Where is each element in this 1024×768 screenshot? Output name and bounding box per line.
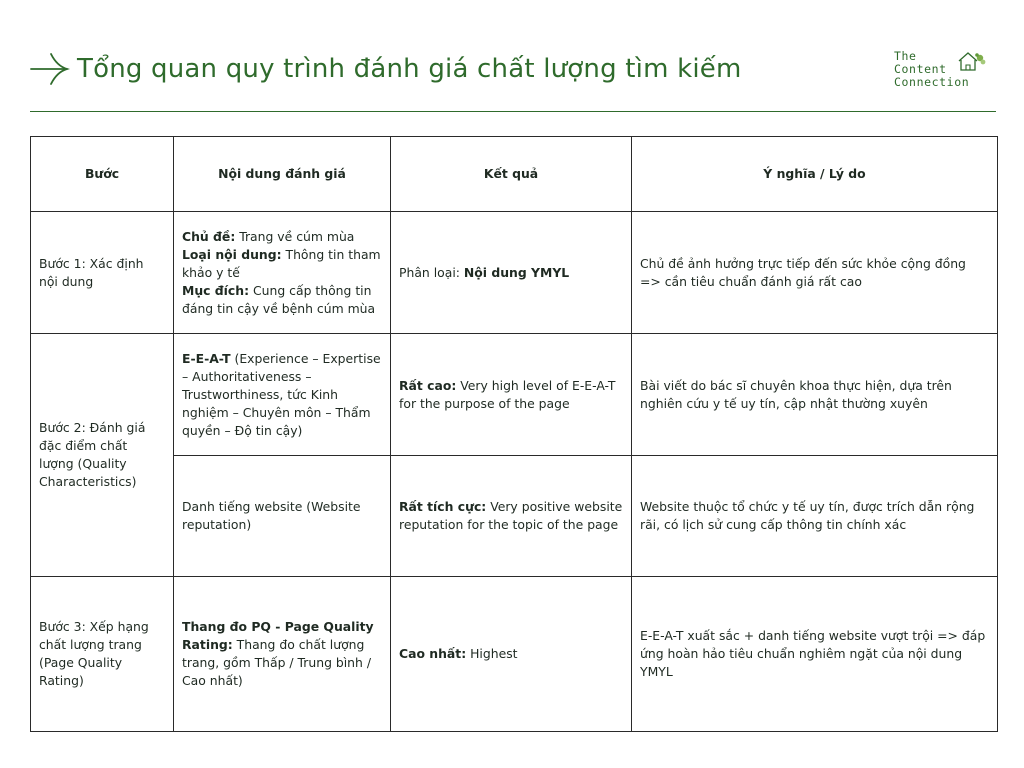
content-cell: Danh tiếng website (Website reputation) — [174, 456, 391, 577]
brand-logo — [894, 50, 998, 92]
brand-line: Content — [894, 62, 947, 76]
result-value: Nội dung YMYL — [463, 264, 570, 280]
house-icon — [956, 50, 986, 72]
header-divider — [30, 111, 996, 112]
content-text: (Experience – Expertise – Authoritativeness – Trustworthiness, tức Kinh nghiệm – Chuyên môn – Thẩm quyền – Độ tin cậy) — [182, 350, 381, 438]
content-item: Mục đích: Cung cấp thông tin đáng tin cậy về bệnh cúm mùa — [182, 282, 376, 316]
arrow-right-icon — [30, 52, 70, 86]
table-header-row — [31, 137, 998, 212]
result-text: Highest — [466, 646, 518, 661]
result-label: Cao nhất: — [399, 646, 467, 661]
step-cell: Bước 3: Xếp hạng chất lượng trang (Page Quality Rating) — [31, 577, 174, 732]
column-header: Nội dung đánh giá — [174, 137, 391, 212]
content-cell — [174, 212, 391, 334]
content-item: Chủ đề: Trang về cúm mùa — [182, 228, 355, 244]
page-title: Tổng quan quy trình đánh giá chất lượng tìm kiếm — [77, 54, 742, 84]
step-cell: Bước 2: Đánh giá đặc điểm chất lượng (Quality Characteristics) — [31, 334, 174, 577]
result-cell — [391, 577, 632, 732]
brand-line: The — [894, 49, 917, 63]
page-header — [30, 46, 996, 102]
result-cell — [391, 212, 632, 334]
meaning-cell: Website thuộc tổ chức y tế uy tín, được trích dẫn rộng rãi, có lịch sử cung cấp thông tin chính xác — [632, 456, 998, 577]
meaning-cell: Bài viết do bác sĩ chuyên khoa thực hiện, dựa trên nghiên cứu y tế uy tín, cập nhật thường xuyên — [632, 334, 998, 456]
result-label: Rất tích cực: — [399, 499, 487, 514]
column-header: Kết quả — [391, 137, 632, 212]
result-label: Phân loại: — [399, 264, 464, 280]
content-item: Loại nội dung: Thông tin tham khảo y tế — [182, 246, 381, 280]
step-cell: Bước 1: Xác định nội dung — [31, 212, 174, 334]
result-cell — [391, 334, 632, 456]
column-header: Bước — [31, 137, 174, 212]
content-label: E-E-A-T — [182, 350, 231, 366]
content-cell — [174, 334, 391, 456]
result-label: Rất cao: — [399, 377, 457, 393]
meaning-cell: Chủ đề ảnh hưởng trực tiếp đến sức khỏe cộng đồng => cần tiêu chuẩn đánh giá rất cao — [632, 212, 998, 334]
content-cell — [174, 577, 391, 732]
content-text: Thang đo chất lượng trang, gồm Thấp / Trung bình / Cao nhất) — [182, 637, 372, 688]
result-text: Very high level of E-E-A-T for the purpose of the page — [399, 377, 616, 411]
result-text: Very positive website reputation for the topic of the page — [399, 499, 623, 532]
meaning-cell: E-E-A-T xuất sắc + danh tiếng website vượt trội => đáp ứng hoàn hảo tiêu chuẩn nghiêm ngặt của nội dung YMYL — [632, 577, 998, 732]
content-label: Thang đo PQ - Page Quality Rating: — [182, 619, 374, 652]
table-row — [31, 212, 998, 334]
brand-line: Connection — [894, 75, 970, 89]
quality-review-table — [30, 136, 998, 732]
table-row — [31, 456, 998, 577]
result-cell — [391, 456, 632, 577]
table-row — [31, 334, 998, 456]
column-header: Ý nghĩa / Lý do — [632, 137, 998, 212]
table-row — [31, 577, 998, 732]
